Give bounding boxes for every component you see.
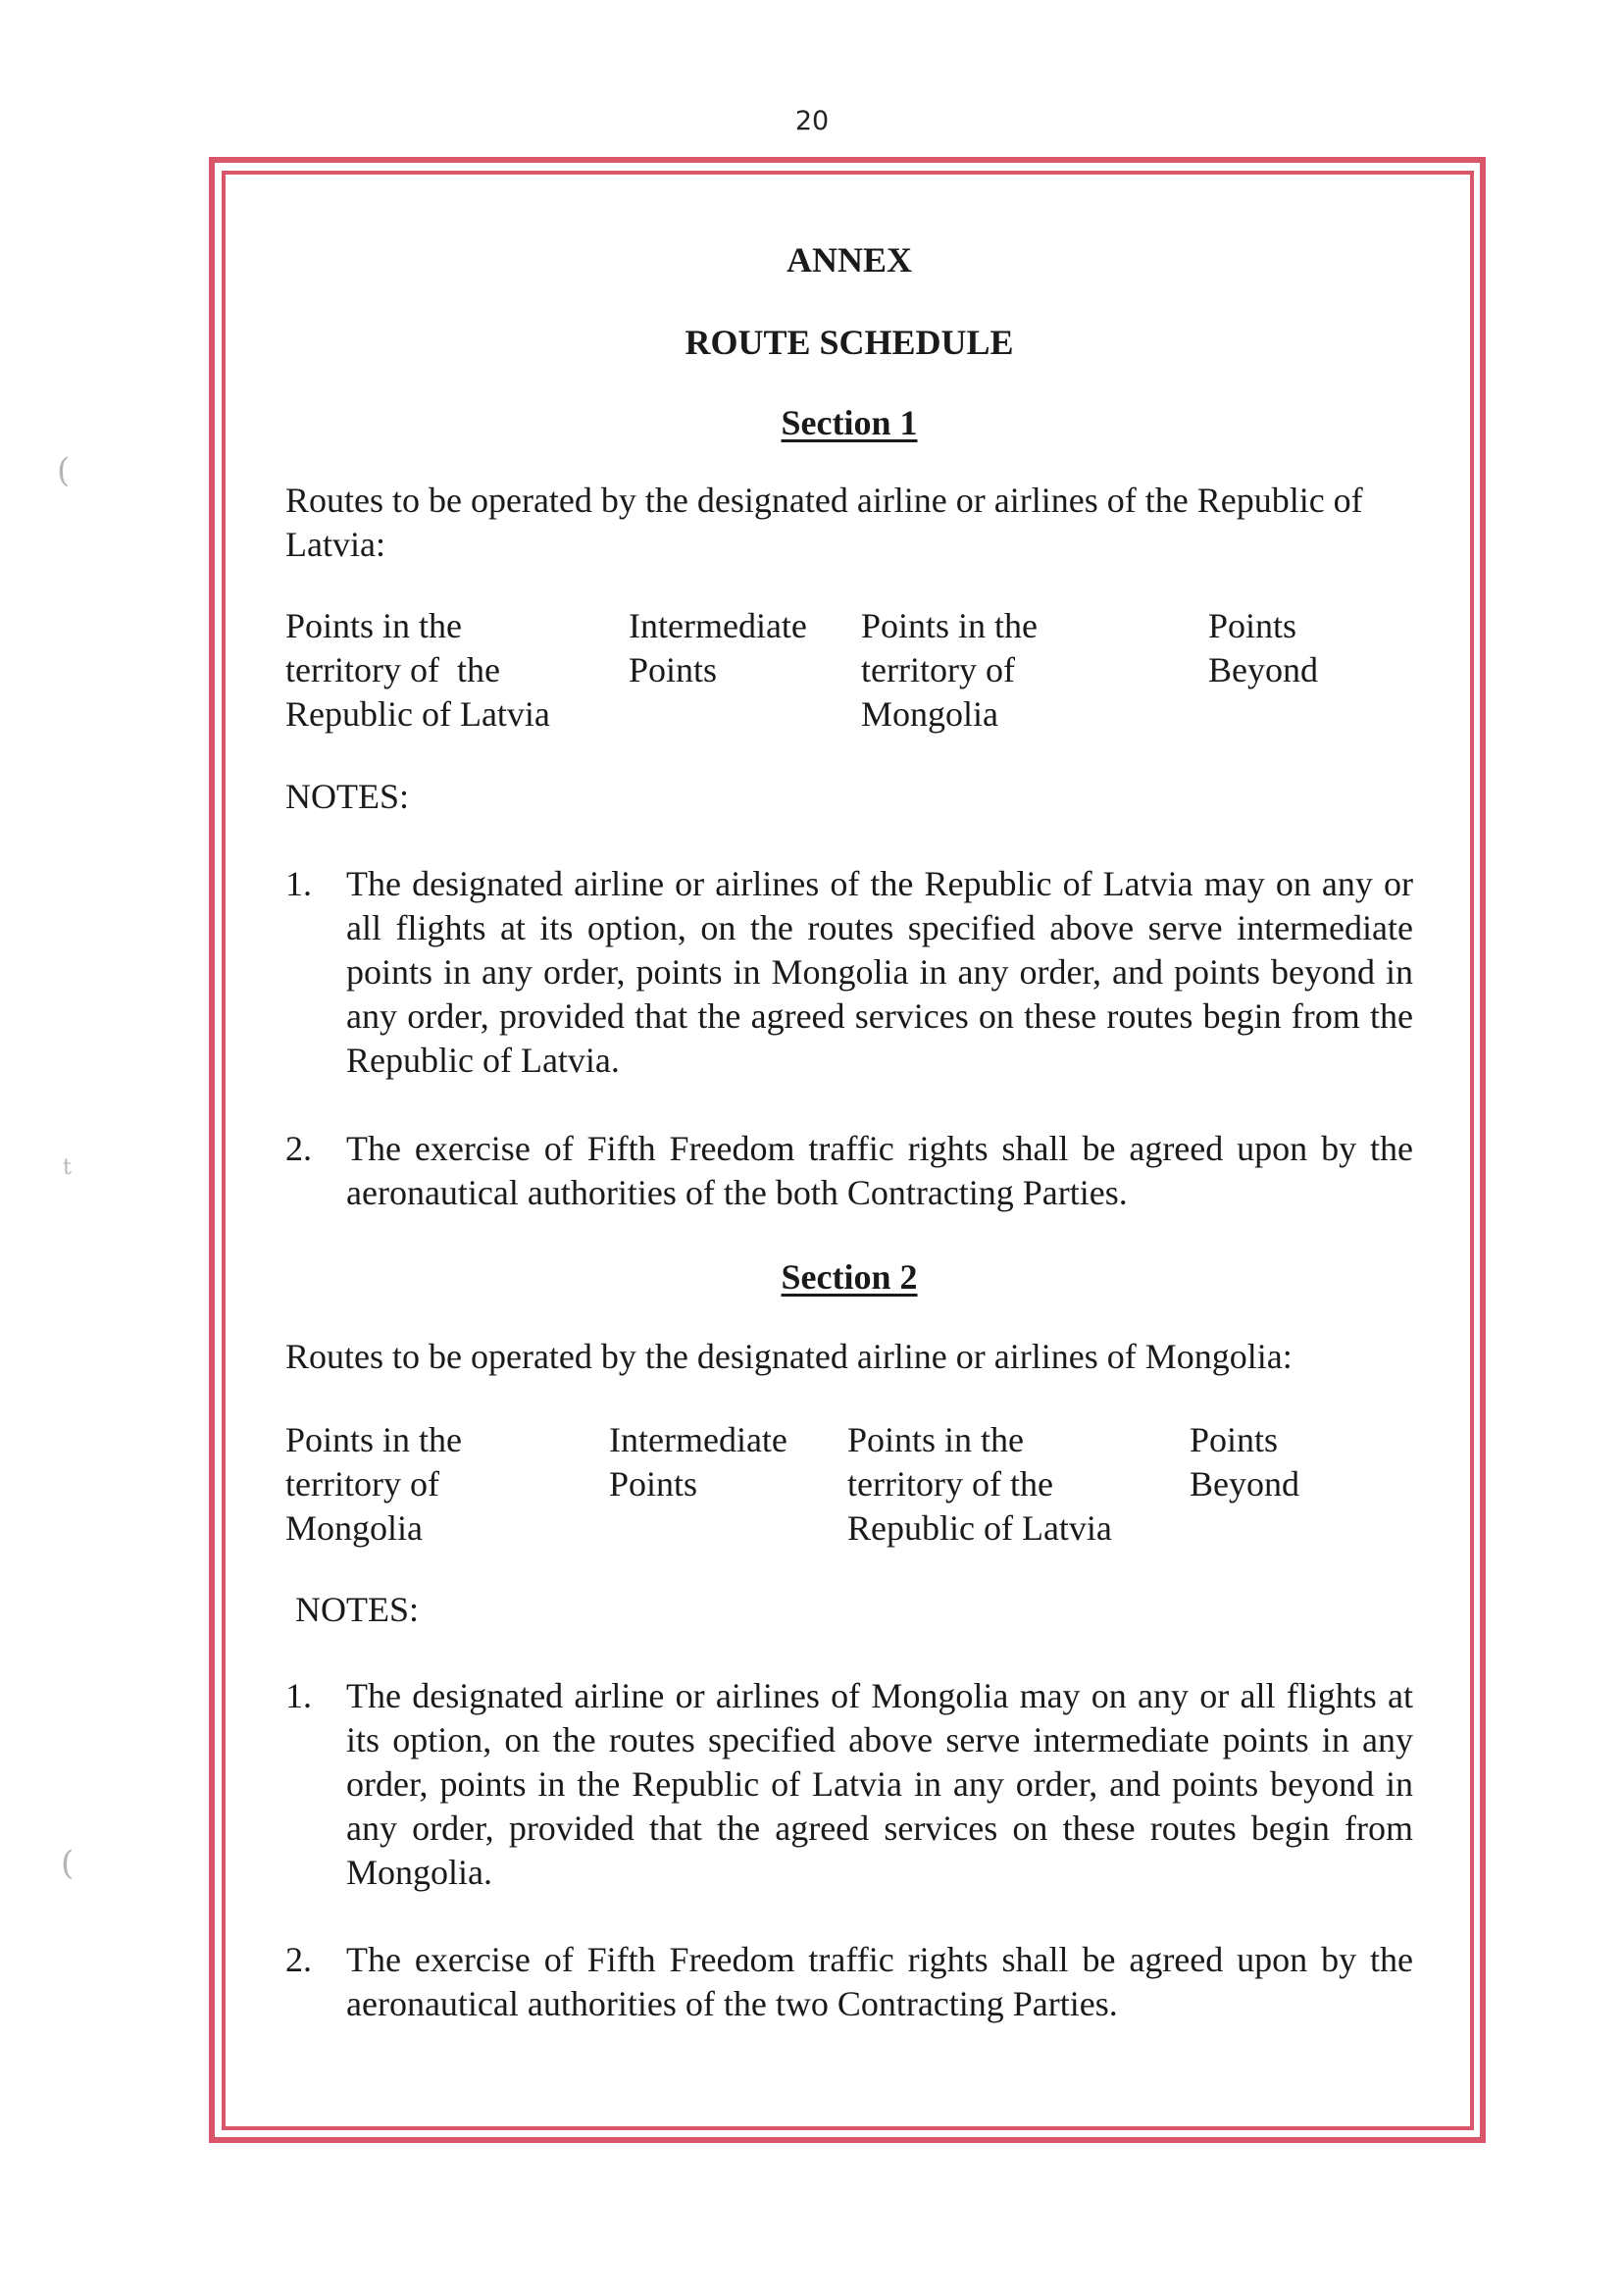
section-1-intro: Routes to be operated by the designated airline or airlines of the Republic of Latvia: xyxy=(285,481,1363,564)
route-column-points-beyond: Points Beyond xyxy=(1208,606,1318,689)
section-2-note-2: 2. The exercise of Fifth Freedom traffic rights shall be agreed upon by the aeronautical authorities of the two Contracting Parties. xyxy=(285,1940,1413,2023)
section-1-note-1: 1. The designated airline or airlines of the Republic of Latvia may on any or all flights at its option, on the routes specified above serve intermediate points in any order, points in Mongolia in any order, and points beyond in any order, provided that the agreed services on these routes begin from the Republic of Latvia. xyxy=(285,864,1413,1080)
margin-scan-mark: ( xyxy=(57,451,71,490)
section-1-note-2: 2. The exercise of Fifth Freedom traffic rights shall be agreed upon by the aeronautical authorities of the both Contracting Parties. xyxy=(285,1129,1413,1212)
route-column-intermediate-points: Intermediate Points xyxy=(609,1420,787,1504)
route-column-intermediate-points: Intermediate Points xyxy=(629,606,807,689)
route-column-points-beyond: Points Beyond xyxy=(1190,1420,1299,1504)
margin-scan-mark: t xyxy=(63,1155,72,1180)
section-2-note-1: 1. The designated airline or airlines of Mongolia may on any or all flights at its option, on the routes specified above serve intermediate points in any order, points in the Republic of Latvia in any order, and points beyond in any order, provided that the agreed services on these routes begin from Mongolia. xyxy=(285,1676,1413,1892)
section-2-notes-label: NOTES: xyxy=(295,1590,419,1629)
margin-scan-mark: ( xyxy=(61,1844,75,1883)
section-2-intro: Routes to be operated by the designated airline or airlines of Mongolia: xyxy=(285,1337,1293,1376)
annex-title: ANNEX xyxy=(786,240,912,280)
route-schedule-title: ROUTE SCHEDULE xyxy=(685,323,1014,362)
section-2-route-columns xyxy=(285,1418,1413,1551)
section-1-route-columns xyxy=(285,604,1413,737)
route-column-home-points: Points in the territory of Mongolia xyxy=(285,1420,463,1548)
annex-content xyxy=(285,235,1413,2026)
route-column-destination-points: Points in the territory of the Republic of Latvia xyxy=(847,1420,1112,1548)
page-number: 20 xyxy=(794,106,830,136)
section-1-notes-label: NOTES: xyxy=(285,777,409,816)
section-2-title: Section 2 xyxy=(781,1257,918,1297)
route-column-destination-points: Points in the territory of Mongolia xyxy=(861,606,1039,734)
route-column-home-points: Points in the territory of the Republic of Latvia xyxy=(285,606,550,734)
section-1-title: Section 1 xyxy=(781,403,918,442)
